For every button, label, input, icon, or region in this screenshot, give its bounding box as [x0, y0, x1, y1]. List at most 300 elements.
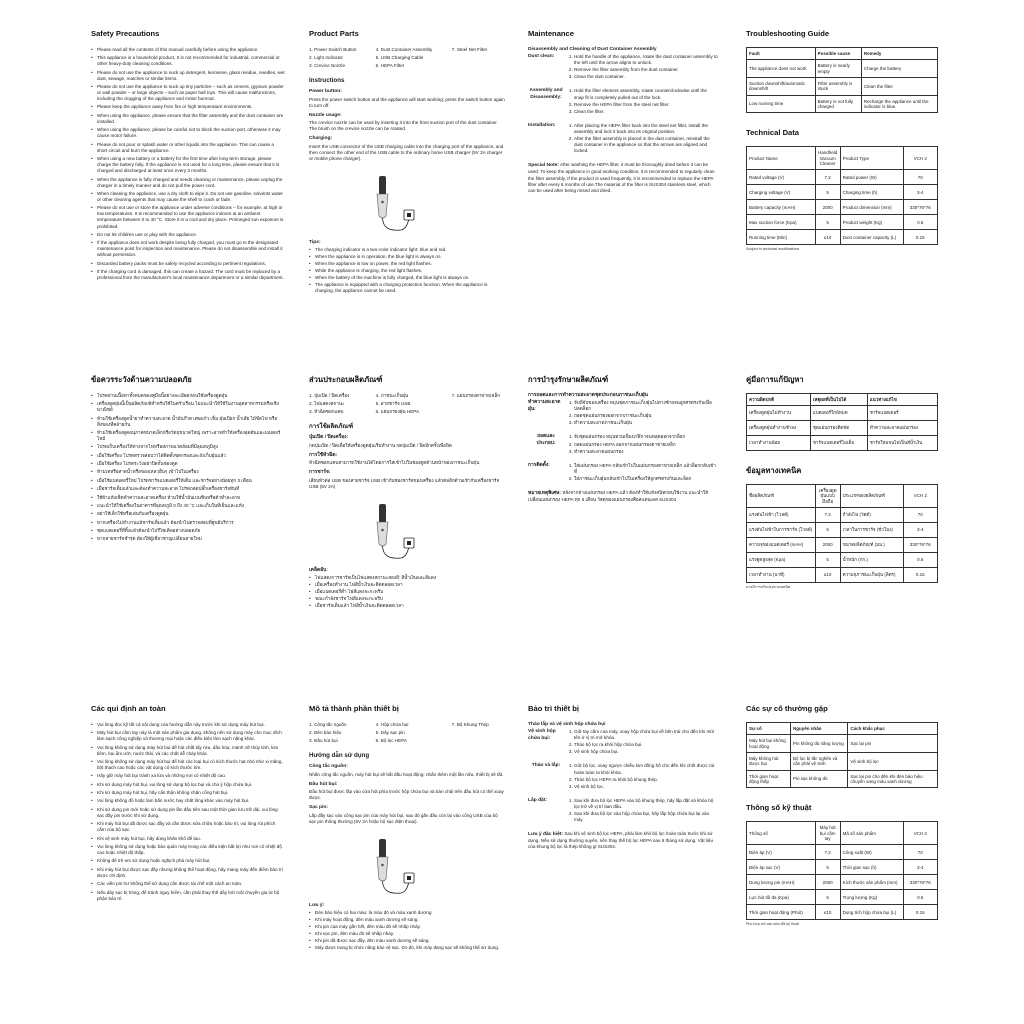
part-item — [452, 738, 505, 744]
special-note — [528, 490, 718, 504]
table-header-cell: แนวทางแก้ไข — [867, 393, 937, 405]
part-item: 3. หัวฉีดซอกแคบ — [309, 408, 344, 414]
table-cell: แรงดันไฟฟ้าในการชาร์จ (โวลต์) — [747, 523, 816, 538]
safety-item: • โปรดเก็บเครื่องให้ห่างจากไฟหรือสภาพแวดล้อมที่มีอุณหภูมิสูง — [91, 444, 285, 450]
table-cell: ชื่อผลิตภัณฑ์ — [747, 484, 816, 507]
table-cell: แรงดูดสูงสุด (Kpa) — [747, 553, 816, 568]
safety-item: • Please read all the contents of this manual carefully before using the appliance. — [91, 47, 285, 53]
safety-title: Các qui định an toàn — [91, 704, 166, 713]
safety-section-en — [91, 30, 285, 284]
table-cell: Rated power (W) — [840, 170, 903, 185]
maintenance-step-group — [528, 88, 718, 115]
table-cell: 70 — [903, 170, 937, 185]
part-item: 1. ปุ่มเปิด / ปิดเครื่อง — [309, 392, 350, 398]
maintenance-step: 1. After placing the HEPA filter back into the steel net filter, install the assembly and lock it back into its original position. — [574, 123, 718, 135]
troubleshooting-title: Các sự cố thường gặp — [746, 704, 828, 713]
troubleshooting-title: Troubleshooting Guide — [746, 29, 830, 38]
table-cell: Công suất (W) — [840, 845, 903, 860]
maintenance-step-label: Assembly and Disassembly: — [529, 88, 563, 100]
table-cell: น้ำหนัก (กก.) — [840, 553, 903, 568]
table-row — [747, 484, 938, 507]
table-cell: Charging time (h) — [840, 185, 903, 200]
safety-section-vi — [91, 705, 285, 904]
part-item: 2. ไฟแสดงสถานะ — [309, 400, 345, 406]
table-cell: เครื่องดูดฝุ่นทำงานช้าลง — [747, 421, 811, 436]
table-cell: ทำความสะอาดแผ่นกรอง — [867, 421, 937, 436]
maintenance-section-vi — [528, 705, 718, 851]
safety-item: • Please do not use the appliance to suck up detergent, kerosene, glass residue, needles, wet dust, sewage, matches or similar items. — [91, 70, 285, 82]
table-cell: ≤10 — [815, 568, 840, 583]
safety-item: • Khi sử dụng pin mới hoặc sử dụng pin lần đầu tiên sau một thời gian lưu trữ dài, vui lòng sạc đầy pin trước khi sử dụng. — [91, 807, 285, 819]
table-cell: เวลาในการชาร์จ (ชั่วโมง) — [840, 523, 903, 538]
maintenance-step: 3. ทำความสะอาดภาชนะเก็บฝุ่น — [574, 420, 718, 426]
table-cell: 0.6 — [903, 215, 937, 230]
tip-item: • Khi máy hoạt động, đèn màu xanh dương sẽ sáng. — [309, 917, 505, 923]
table-cell: 7.2 — [815, 170, 840, 185]
part-item — [452, 730, 505, 736]
safety-item: • ชุดแบตเตอรี่ที่ทิ้งแล้วต้องนำไปรีไซเคิลอย่างปลอดภัย — [91, 528, 285, 534]
table-cell: Máy không hút được bụi — [747, 752, 791, 770]
nozzle-text: The crevice nozzle can be used by inserting it into the front suction port of the dust container. The brush on the crevice nozzle can be rotated. — [309, 120, 498, 132]
safety-item: • Hãy giữ máy hút bụi tránh xa lửa và những nơi có nhiệt độ cao. — [91, 773, 285, 779]
maintenance-step-label: การติดตั้ง: — [528, 462, 550, 468]
table-header-row — [747, 393, 938, 405]
maintenance-step: 1. จับที่จับของเครื่อง หมุนชุดภาชนะเก็บฝุ่นไปทางซ้ายจนลูกศรตรงกันเพื่อปลดล็อก — [574, 400, 718, 412]
tip-item: • Máy được trang bị chức năng bảo vệ sạc. Do đó, khi máy đang sạc sẽ không thể sử dụng. — [309, 945, 505, 951]
table-cell: 0.6 — [903, 553, 937, 568]
technical-note: อาจมีการปรับปรุงทางเทคนิค — [746, 585, 791, 589]
table-row — [747, 147, 938, 170]
table-cell: Mã số sản phẩm — [840, 822, 903, 845]
table-cell: 0.15 — [903, 568, 937, 583]
tip-item: • เมื่อแบตเตอรี่ต่ำ ไฟสีแดงจะกะพริบ — [309, 589, 505, 595]
table-cell: 330*76*76 — [903, 875, 937, 890]
table-cell: 2000 — [815, 200, 840, 215]
table-header-cell: Possible cause — [815, 47, 861, 59]
table-row — [747, 170, 938, 185]
charging-heading: การชาร์จ: — [309, 470, 331, 476]
safety-item: • Please keep the appliance away from fire or high temperature environments. — [91, 104, 285, 110]
table-cell: Suction downshift/automatic downshift — [747, 77, 816, 95]
table-cell: Pin không đủ năng lượng — [790, 735, 847, 753]
table-cell: เวลาทำงานน้อย — [747, 436, 811, 451]
safety-list — [91, 722, 285, 902]
table-row — [747, 95, 938, 113]
table-header-cell: Cách khắc phục — [848, 722, 938, 734]
maintenance-step-label: Vệ sinh hộp chứa bụi: — [528, 729, 556, 741]
safety-item: • เครื่องดูดฝุ่นนี้เป็นผลิตภัณฑ์สำหรับใช้ในครัวเรือน ไม่แนะนำให้ใช้ในงานอุตสาหกรรมหรือเชิงพาณิชย์ — [91, 401, 285, 413]
maintenance-title: Maintenance — [528, 29, 574, 38]
maintenance-step-label: Installation: — [528, 122, 556, 128]
maintenance-steps — [567, 54, 718, 81]
table-cell: Điện áp (V) — [747, 845, 816, 860]
table-cell: Product Name — [747, 147, 816, 170]
table-cell: Rated voltage (V) — [747, 170, 816, 185]
safety-item: • Discarded battery packs must be safely recycled according to pertinent regulations. — [91, 261, 285, 267]
maintenance-step: 1. Hold the handle of the appliance, rotate the dust container assembly to the left until the arrow aligns to unlock. — [574, 54, 718, 66]
table-cell: ความจุภาชนะเก็บฝุ่น (ลิตร) — [840, 568, 903, 583]
maintenance-subtitle: Disassembly and Cleaning of Dust Container Assembly — [528, 46, 657, 52]
parts-title: Product Parts — [309, 29, 359, 38]
nozzle-text: หัวฉีดซอกแคบสามารถใช้งานได้โดยการใส่เข้าไปในช่องดูดด้านหน้าของภาชนะเก็บฝุ่น — [309, 460, 480, 466]
table-cell: Max suction force (Kpa) — [747, 215, 816, 230]
charging-text: Lắp đầy sạc vào cổng sạc pin của máy hút bụi, sau đó gắn đầu còn lại vào cổng USB của bộ sạc pin thông thường (5V 2A hoặc bộ sạc điện thoại). — [309, 812, 498, 824]
maintenance-subtitle: การถอดและการทำความสะอาดชุดประกอบภาชนะเก็บฝุ่น — [528, 392, 649, 398]
maintenance-step: 3. Vệ sinh hộp chứa bụi. — [574, 749, 718, 755]
table-row — [747, 890, 938, 905]
table-row — [747, 406, 938, 421]
safety-item: • เมื่อใช้แบตเตอรี่ใหม่ โปรดชาร์จแบตเตอรี่ให้เต็ม และชาร์จอย่างน้อยทุก 3 เดือน — [91, 478, 285, 484]
table-row — [747, 200, 938, 215]
maintenance-step-label: Dust clean: — [528, 54, 555, 60]
table-row — [747, 752, 938, 770]
nozzle-heading: Nozzle usage: — [309, 112, 342, 118]
power-heading: ปุ่มเปิด / ปิดเครื่อง: — [309, 435, 349, 441]
safety-item: • ใช้ผ้าแห้งเช็ดทำความสะอาดเครื่อง ห้ามใช้น้ำมันเบนซินหรือตัวทำละลาย — [91, 495, 285, 501]
maintenance-step-label: Tháo và lắp: — [531, 763, 561, 769]
tips-list — [309, 247, 505, 293]
part-item — [452, 63, 505, 69]
safety-item: • Please do not use the appliance to suck up tiny particles – such as cement, gypsum powder or wall powder – or large objects – such as paper ball toys. This will cause malfunctions, including the clogging of the appliance and motor burnout. — [91, 84, 285, 102]
part-item: 7. Steel Net Filter — [451, 46, 488, 52]
table-cell: Thời gian sạc (h) — [840, 860, 903, 875]
table-row — [747, 523, 938, 538]
troubleshooting-section-th — [746, 376, 938, 590]
part-item: 6. HEPA Filter — [375, 62, 405, 68]
table-cell: 5 — [815, 185, 840, 200]
parts-section-en — [309, 30, 505, 295]
maintenance-subtitle: Tháo lắp và vệ sinh hộp chứa bụi — [528, 721, 606, 727]
safety-item: • Không để trẻ em sử dụng hoặc nghịch phá máy hút bụi. — [91, 858, 285, 864]
table-cell: 5 — [815, 890, 840, 905]
technical-title: ข้อมูลทางเทคนิค — [746, 466, 802, 476]
tips-list — [309, 575, 505, 609]
table-cell: ชุดแผ่นกรองติดขัด — [810, 421, 867, 436]
table-cell: ชาร์จแบตเตอรี่ไม่เต็ม — [810, 436, 867, 451]
maintenance-step: 3. Vệ sinh bộ lọc. — [574, 784, 718, 790]
table-cell: 0.6 — [903, 890, 937, 905]
table-cell: 0.15 — [903, 905, 937, 920]
maintenance-steps — [567, 763, 718, 790]
special-note-label: Lưu ý đặc biệt: — [528, 831, 564, 837]
table-cell: เครื่องดูดฝุ่นแบบมือถือ — [815, 484, 840, 507]
safety-title: Safety Precautions — [91, 29, 160, 38]
special-note-text: หลังจากล้างแผ่นกรอง HEPA แล้ว ต้องทำให้แห้งสนิทก่อนใช้งาน แนะนำให้เปลี่ยนแผ่นกรอง HEPA ทุก 6 เดือน วัสดุของแผ่นกรองคือสแตนเลส SUS304 — [528, 489, 709, 503]
table-cell: VCH 2 — [903, 822, 937, 845]
table-cell: 5 — [815, 215, 840, 230]
safety-item: • Vui lòng không đổ hoặc làm bắn nước hay chất lỏng khác vào máy hút bụi. — [91, 798, 285, 804]
table-cell: แบตเตอรี่ใกล้หมด — [810, 406, 867, 421]
table-cell: Dung lượng pin (mAH) — [747, 875, 816, 890]
part-item: 4. ภาชนะเก็บฝุ่น — [375, 392, 409, 398]
nozzle-text: Đầu hút bụi được lắp vào cửa hút phía trước hộp chứa bụi và bàn chải trên đầu hút có thể xoay được. — [309, 789, 504, 801]
safety-item: • Khi sử dụng máy hút bụi, vui lòng sử dụng bộ lọc bụi và chú ý hộp chứa bụi. — [91, 782, 285, 788]
safety-item: • Vui lòng không sử dụng máy hút bụi để hút các loại bụi có kích thước hạt nhỏ như xi măng, bột thạch cao hoặc các vật dụng có kích thước lớn. — [91, 759, 285, 771]
table-row — [747, 230, 938, 245]
part-item — [452, 401, 505, 407]
nozzle-heading: การใช้หัวฉีด: — [309, 452, 338, 458]
part-item: 1. Công tắc nguồn — [309, 721, 347, 727]
special-note-text: Sau khi vệ sinh bộ lọc HEPA, phải làm khô bộ lọc hoàn toàn trước khi sử dụng. Nếu sử dụng thường xuyên, nên thay thế bộ lọc HEPA sau 6 tháng sử dụng. Vật liệu của khung bộ lọc là thép không gỉ SUS304. — [528, 830, 714, 850]
power-heading: Power button: — [309, 89, 342, 95]
table-header-cell: เหตุผลที่เป็นไปได้ — [810, 393, 867, 405]
part-item: 3. Crevice Nozzle — [309, 62, 345, 68]
parts-title: Mô tả thành phần thiết bị — [309, 704, 399, 713]
table-cell: 70 — [903, 508, 937, 523]
maintenance-step: 1. Giữ bộ lọc, xoay ngược chiều kim đồng hồ cho đến khi chốt được rút hoàn toàn ra khỏi khóa. — [574, 763, 718, 775]
technical-title: Technical Data — [746, 128, 800, 138]
tip-item: • When the appliance is low on power, the red light flashes. — [309, 261, 505, 267]
table-row — [747, 60, 938, 78]
table-header-cell: Sự cố — [747, 722, 791, 734]
safety-item: • Khi máy hút bụi được sạc đầy nhưng không thể hoạt động, hãy mang máy đến điểm bảo trì được chỉ định. — [91, 867, 285, 879]
safety-item: • หากสายชาร์จชำรุด ต้องให้ผู้เชี่ยวชาญเปลี่ยนสายใหม่ — [91, 536, 285, 542]
maintenance-step-group — [528, 763, 718, 790]
table-cell: 3-4 — [903, 860, 937, 875]
table-cell: Clean the filter — [861, 77, 937, 95]
tips-heading: Lưu ý: — [309, 902, 325, 908]
technical-table — [746, 146, 938, 245]
safety-item: • When using the appliance, please be careful not to block the suction port, otherwise it may cause motor failure. — [91, 127, 285, 139]
table-cell: Lực hút tối đa (Kpa) — [747, 890, 816, 905]
maintenance-steps — [567, 123, 718, 155]
part-item: 1. Power Switch Button — [309, 46, 357, 52]
safety-item: • Nếu dây sạc bị hỏng, để tránh nguy hiểm, cần phải thay thế dây bởi một chuyên gia từ bộ phận bảo trì. — [91, 890, 285, 902]
table-row — [747, 538, 938, 553]
table-cell: เครื่องดูดฝุ่นไม่ทำงาน — [747, 406, 811, 421]
parts-list — [309, 393, 505, 415]
maintenance-step: 2. Tháo bộ lọc ra khỏi hộp chứa bụi. — [574, 742, 718, 748]
table-cell: 5 — [815, 553, 840, 568]
safety-item: • Khi máy hút bụi đã được sạc đầy và cần được sửa chữa hoặc bảo trì, vui lòng rút phích cắm của bộ sạc. — [91, 821, 285, 833]
safety-item: • เมื่อใช้เครื่อง โปรดระวังอย่าปิดกั้นช่องดูด — [91, 461, 285, 467]
table-cell: 7.2 — [815, 508, 840, 523]
safety-item: • When using the appliance, please ensure that the filter assembly and the dust container are installed. — [91, 113, 285, 125]
maintenance-step-group — [528, 400, 718, 427]
troubleshooting-table — [746, 722, 938, 789]
table-row — [747, 845, 938, 860]
part-item — [452, 409, 505, 415]
table-cell: Sạc lại pin — [848, 735, 938, 753]
maintenance-step-group — [528, 123, 718, 155]
table-cell: Charging voltage (V) — [747, 185, 816, 200]
tip-item: • When the battery of the machine is fully charged, the blue light is always on. — [309, 275, 505, 281]
technical-table — [746, 821, 938, 920]
table-cell: Pin sạc không đủ — [790, 770, 847, 788]
part-item: 7. Bộ Khung Thép — [451, 721, 489, 727]
technical-table — [746, 484, 938, 583]
table-header-row — [747, 47, 938, 59]
vacuum-illustration — [371, 174, 419, 236]
tip-item: • When the appliance is in operation, the blue light is always on. — [309, 254, 505, 260]
safety-item: • Vui lòng đọc kỹ tất cả nội dung của hướng dẫn này trước khi sử dụng máy hút bụi. — [91, 722, 285, 728]
maintenance-step: 1. จับชุดแผ่นกรอง หมุนทวนเข็มนาฬิกาจนหลุดออกจากล็อก — [574, 434, 718, 440]
table-header-row — [747, 722, 938, 734]
parts-list — [309, 722, 505, 744]
troubleshooting-table — [746, 47, 938, 114]
maintenance-step-label: ทำความสะอาดฝุ่น: — [528, 400, 561, 412]
part-item: 6. Bộ lọc HEPA — [375, 737, 407, 743]
part-item: 5. Dây sạc pin — [375, 729, 405, 735]
table-row — [747, 875, 938, 890]
maintenance-step: 2. Remove the filter assembly from the dust container. — [574, 67, 718, 73]
table-cell: Product weight (Kg) — [840, 215, 903, 230]
safety-item: • This appliance is a household product. It is not recommended for industrial, commercial or other heavy-duty cleaning conditions. — [91, 55, 285, 67]
safety-item: • If the appliance does not work despite being fully charged, you must go to the designated maintenance point for inspection and maintenance. Please do not disassemble and install it without permission. — [91, 240, 285, 258]
vacuum-illustration — [371, 837, 419, 899]
safety-item: • ห้ามใช้เครื่องดูดอนุภาคขนาดเล็กหรือวัตถุขนาดใหญ่ เพราะอาจทำให้เครื่องอุดตันและมอเตอร์ไหม้ — [91, 430, 285, 442]
maintenance-steps — [567, 729, 718, 756]
maintenance-step: 2. After the filter assembly is placed in the dust container, reinstall the dust container in the appliance so that the arrows are aligned and locked. — [574, 136, 718, 154]
table-cell: ≤10 — [815, 230, 840, 245]
part-item: 4. Hộp chứa bụi — [375, 721, 409, 727]
table-row — [747, 770, 938, 788]
part-item — [452, 55, 505, 61]
table-cell: Điện áp sạc (V) — [747, 860, 816, 875]
table-cell: 330*76*76 — [903, 200, 937, 215]
maintenance-step: 2. Sau khi đưa bộ lọc vào hộp chứa bụi, hãy lắp hộp chứa bụi lại vào máy. — [574, 811, 718, 823]
technical-note: Phù hợp với các sửa đổi kỹ thuật — [746, 922, 799, 927]
charging-heading: Charging: — [309, 136, 333, 142]
table-cell: กำลังไฟ (วัตต์) — [840, 508, 903, 523]
parts-title: ส่วนประกอบผลิตภัณฑ์ — [309, 375, 383, 384]
troubleshooting-section-vi — [746, 705, 938, 927]
safety-item: • When the appliance is fully charged and needs cleaning or maintenance, please unplug the charger in a timely manner and do not pull the power cord. — [91, 177, 285, 189]
troubleshooting-title: คู่มือการแก้ปัญหา — [746, 375, 804, 384]
table-cell: Thời gian hoạt động (Phút) — [747, 905, 816, 920]
table-header-cell: Remedy — [861, 47, 937, 59]
table-cell: Dust container capacity (L) — [840, 230, 903, 245]
power-text: Press the power switch button and the appliance will start working; press the switch button again to turn off. — [309, 96, 505, 108]
table-cell: Product Type — [840, 147, 903, 170]
table-cell: Máy hút bụi không hoạt động — [747, 735, 791, 753]
technical-note: Subject to technical modifications — [746, 247, 800, 252]
safety-item: • Máy hút bụi cầm tay này là một sản phẩm gia dụng, không nên sử dụng máy cho mục đích làm sạch công nghiệp và thương mại hoặc các điều kiện làm sạch nặng khác. — [91, 730, 285, 742]
special-note-label: หมายเหตุพิเศษ: — [528, 490, 561, 496]
table-cell: Bộ lọc bị tắc nghẽn và cần phải vệ sinh — [790, 752, 847, 770]
table-row — [747, 185, 938, 200]
table-cell: 5 — [815, 523, 840, 538]
safety-item: • When cleaning the appliance, use a dry cloth to wipe it. Do not use gasoline, solvents water or other cleaning agents that may cause the shell to crack or fade. — [91, 191, 285, 203]
maintenance-steps — [567, 88, 718, 115]
safety-section-th — [91, 376, 285, 545]
instructions-title: Hướng dẫn sử dụng — [309, 751, 370, 759]
maintenance-title: Bảo trì thiết bị — [528, 704, 580, 713]
safety-item: • อย่าให้เด็กใช้หรือเล่นกับเครื่องดูดฝุ่น — [91, 511, 285, 517]
charging-text: Insert the USB connector of the USB charging cable into the charging port of the appliance, and then connect the other end of the USB cable to the ordinary home USB charger (5V 2A charger or mobile phone charger). — [309, 143, 504, 161]
safety-item: • Do not let children use or play with the appliance. — [91, 232, 285, 238]
tip-item: • The appliance is equipped with a charging protection function. When the appliance is charging, the appliance cannot be used. — [309, 282, 505, 294]
table-cell: VCH 2 — [903, 484, 937, 507]
table-row — [747, 735, 938, 753]
safety-item: • Please do not pour or splash water or other liquids into the appliance. This can cause a short circuit and burn the appliance. — [91, 142, 285, 154]
table-cell: 0.15 — [903, 230, 937, 245]
table-cell: Battery is nearly empty — [815, 60, 861, 78]
safety-item: • เมื่อชาร์จเต็มแล้วและต้องทำความสะอาด โปรดถอดปลั๊กเครื่องชาร์จทันที — [91, 486, 285, 492]
technical-title: Thông số kỹ thuật — [746, 803, 812, 813]
part-item: 3. Đầu hút bụi — [309, 737, 338, 743]
table-row — [747, 421, 938, 436]
table-cell: 5 — [815, 860, 840, 875]
parts-section-th — [309, 376, 505, 610]
tip-item: • เมื่อเครื่องทำงาน ไฟสีน้ำเงินจะติดตลอดเวลา — [309, 582, 505, 588]
part-item: 2. Light Indicator — [309, 54, 343, 60]
maintenance-section-th — [528, 376, 718, 503]
parts-list — [309, 47, 505, 69]
table-row — [747, 553, 938, 568]
troubleshooting-table — [746, 393, 938, 451]
table-cell: ชาร์จใหม่จนไฟเป็นสีน้ำเงิน — [867, 436, 937, 451]
table-row — [747, 568, 938, 583]
safety-item: • Khi vệ sinh máy hút bụi, hãy dùng khăn khô để lau. — [91, 836, 285, 842]
safety-item: • If the charging cord is damaged, this can create a hazard. The cord must be replaced by a professional from the manufacturer's local maintenance department or a similar department. — [91, 269, 285, 281]
special-note — [528, 831, 718, 851]
table-cell: ≤10 — [815, 905, 840, 920]
table-cell: เวลาทำงาน (นาที) — [747, 568, 816, 583]
special-note-label: Special Note: — [528, 163, 559, 168]
safety-item: • Please do not use or store the appliance under adverse conditions – for example, at high or low temperatures. It is recommended to use the appliance indoors at an ambient temperature between 0 to 40 °C. Store it in a cool and dry place. Prolonged sun exposure is prohibited. — [91, 205, 285, 229]
table-cell: 70 — [903, 845, 937, 860]
tip-item: • Khi pin của máy gần hết, đèn màu đỏ sẽ nhấp nháy. — [309, 924, 505, 930]
maintenance-steps — [567, 463, 718, 483]
table-cell: ประเภทของผลิตภัณฑ์ — [840, 484, 903, 507]
table-cell: 3-4 — [903, 523, 937, 538]
safety-item: • Các viên pin hư không thể sử dụng cần được tái chế một cách an toàn. — [91, 881, 285, 887]
table-cell: 3-4 — [903, 185, 937, 200]
table-cell: แรงดันไฟฟ้า (โวลต์) — [747, 508, 816, 523]
table-row — [747, 508, 938, 523]
maintenance-step: 2. Tháo bộ lọc HEPA ra khỏi bộ khung thép. — [574, 777, 718, 783]
table-cell: Sạc lại pin cho đến khi đèn báo hiệu chuyển sang màu xanh dương — [848, 770, 938, 788]
maintenance-section-en — [528, 30, 718, 194]
table-cell: ชาร์จแบตเตอรี่ — [867, 406, 937, 421]
troubleshooting-section-en — [746, 30, 938, 252]
table-cell: Filter assembly is stuck — [815, 77, 861, 95]
safety-item: • เมื่อใช้เครื่อง โปรดตรวจสอบว่าได้ติดตั้งชุดกรองและถังเก็บฝุ่นแล้ว — [91, 453, 285, 459]
safety-item: • แนะนำให้ใช้เครื่องในอาคารที่อุณหภูมิ 0 ถึง 40 °C และเก็บในที่เย็นและแห้ง — [91, 503, 285, 509]
table-cell: 330*76*76 — [903, 538, 937, 553]
table-cell: Battery is not fully charged — [815, 95, 861, 113]
table-cell: Handheld Vacuum Cleaner — [815, 147, 840, 170]
safety-list — [91, 393, 285, 543]
special-note-text: After washing the HEPA filter, it must be thoroughly dried before it can be used. To keep the appliance in good working condition, it is recommended to regularly clean the filter assembly. If the product is used frequently, it is recommended to replace the HEPA filter after every 6 months of use.The material of the filter is SUS304 stainless steel, which can be used after being rinsed and dried. — [528, 162, 715, 193]
table-row — [747, 822, 938, 845]
part-item: 5. USB Charging Cable — [375, 54, 424, 60]
vacuum-illustration — [371, 502, 419, 564]
table-cell: Charge the battery — [861, 60, 937, 78]
safety-title: ข้อควรระวังด้านความปลอดภัย — [91, 375, 192, 384]
maintenance-steps — [567, 400, 718, 427]
table-cell: 2000 — [815, 538, 840, 553]
maintenance-step-group — [528, 798, 718, 824]
tip-item: • Khi sạc pin, đèn màu đỏ sẽ nhấp nháy. — [309, 931, 505, 937]
tips-heading: Tips: — [309, 239, 321, 245]
tip-item: • While the appliance is charging, the red light flashes. — [309, 268, 505, 274]
maintenance-step: 1. Hold the filter element assembly, rotate counterclockwise until the snap fit is completely pulled out of the lock. — [574, 88, 718, 100]
table-row — [747, 860, 938, 875]
safety-item: • ห้ามใช้เครื่องดูดน้ำยาทำความสะอาด น้ำมันก๊าด เศษแก้ว เข็ม ฝุ่นเปียก น้ำเสีย ไม้ขีดไฟ หรือสิ่งของที่คล้ายกัน — [91, 416, 285, 428]
safety-list — [91, 47, 285, 282]
table-cell: Trọng lượng (Kg) — [840, 890, 903, 905]
tip-item: • ขณะกำลังชาร์จ ไฟสีแดงจะกะพริบ — [309, 596, 505, 602]
maintenance-step: 3. ทำความสะอาดแผ่นกรอง — [574, 449, 718, 455]
tip-item: • Đèn báo hiệu có hai màu: là màu đỏ và màu xanh dương. — [309, 910, 505, 916]
part-item: 7. แผ่นกรองตาข่ายเหล็ก — [451, 392, 501, 398]
safety-item: • ห้ามเทหรือสาดน้ำหรือของเหลวอื่นๆ เข้าไปในเครื่อง — [91, 469, 285, 475]
parts-section-vi — [309, 705, 505, 951]
tips-list — [309, 910, 505, 950]
table-cell: 2000 — [815, 875, 840, 890]
